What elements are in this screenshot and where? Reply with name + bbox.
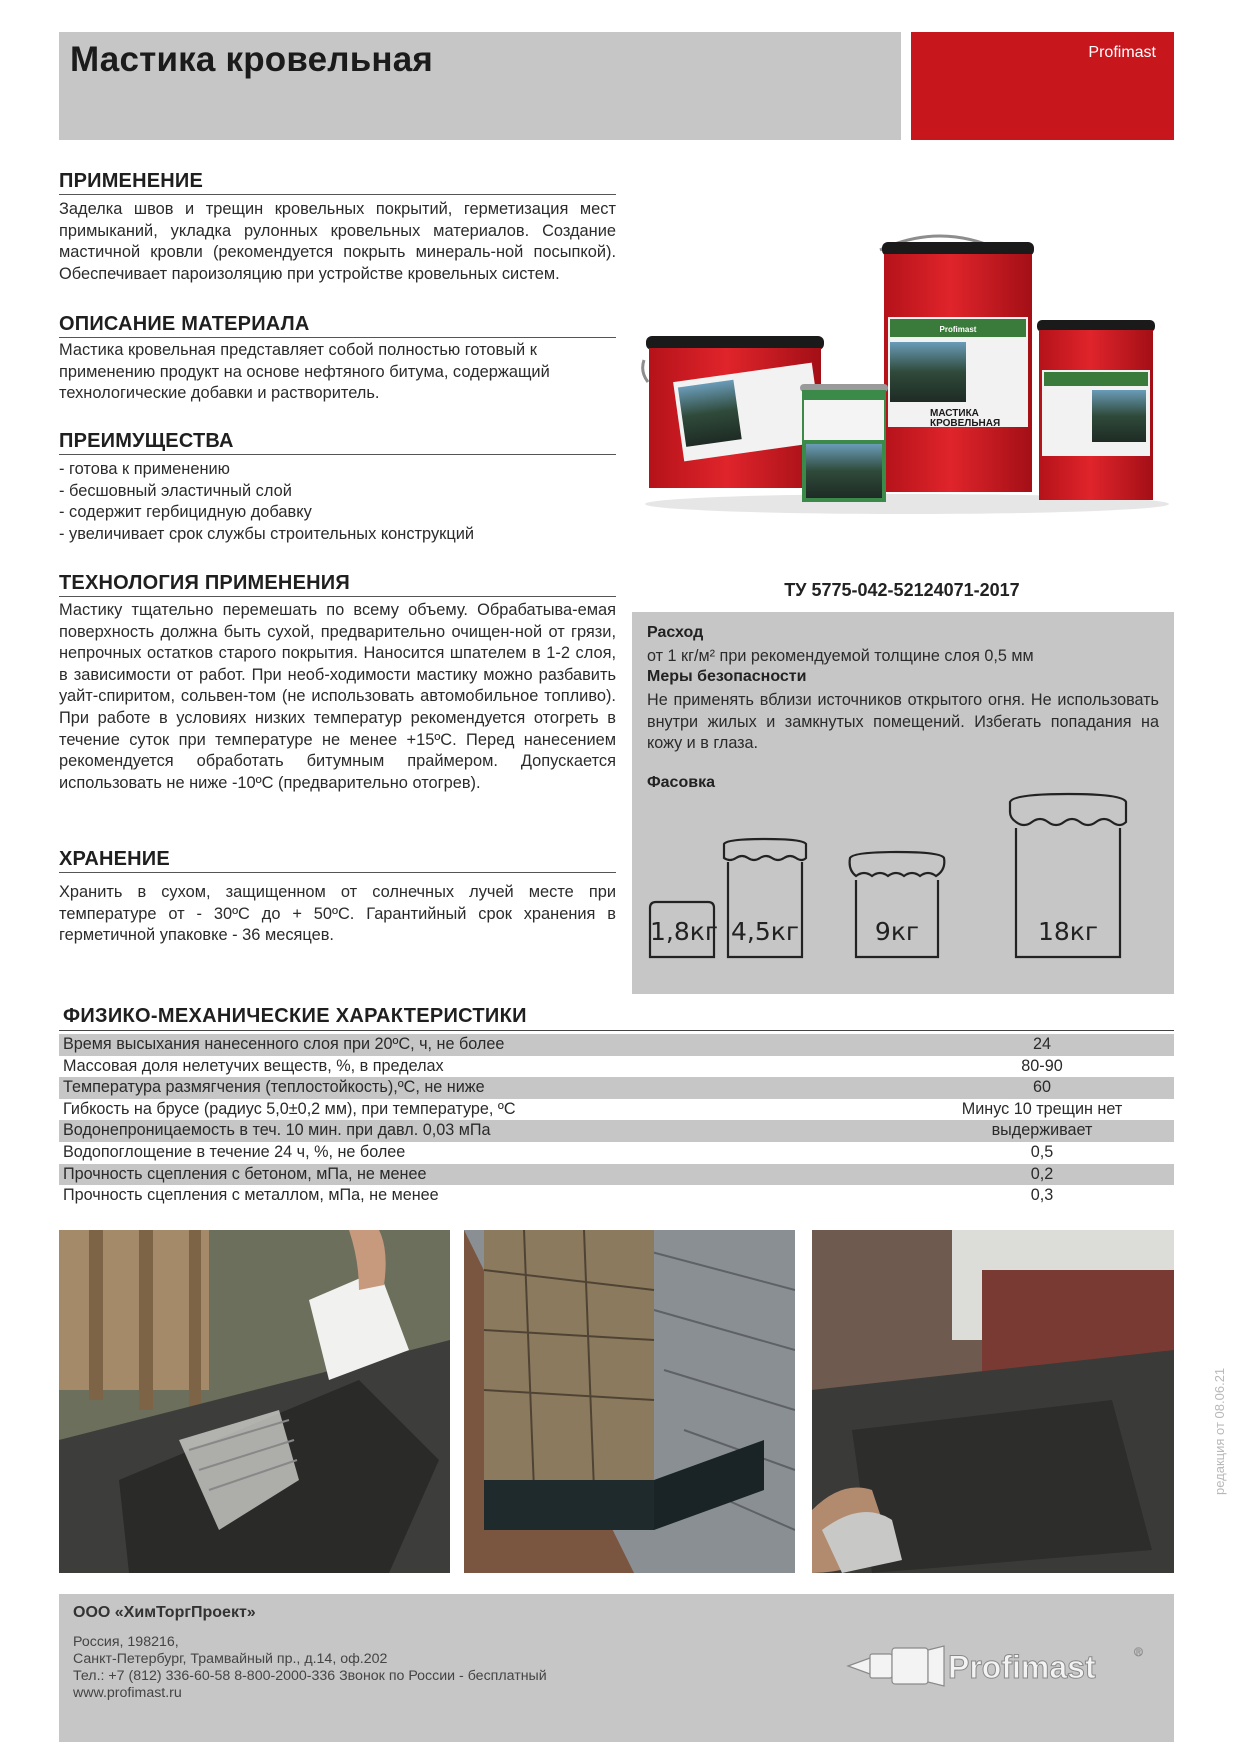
tu-code: ТУ 5775-042-52124071-2017 (784, 580, 1020, 600)
technology-heading: ТЕХНОЛОГИЯ ПРИМЕНЕНИЯ (59, 572, 616, 597)
safety-label: Меры безопасности (647, 668, 807, 685)
technology-text: Мастику тщательно перемешать по всему объему. Обрабатыва-емая поверхность должна быть сухой, предварительно очищен-ной от грязи, непрочных остатков старого покрытия. Наносится шпателем в 1-2 слоя, в зависимости от работ. При необ-ходимости мастику можно разбавить уайт-спиритом, сольвен-том (не использовать автомобильное топливо). При работе в условиях низких температур рекомендуется отогреть в течение суток при температуре не менее +15ºС. Перед нанесением рекомендуется обработать битумным праймером. Допускается использовать не ниже -10ºС (предварительно отогрев). (59, 601, 616, 792)
brand-band (911, 32, 1174, 140)
pack-label-2: 4,5кг (731, 917, 799, 946)
table-row: Время высыхания нанесенного слоя при 20ºС, ч, не более 24 (59, 1034, 1174, 1056)
phone-line: Тел.: +7 (812) 336-60-58 8-800-2000-336 Звонок по России - бесплатный (73, 1668, 547, 1684)
brush-icon (848, 1646, 944, 1686)
storage-text: Хранить в сухом, защищенном от солнечных лучей месте при температуре от - 30ºС до + 50ºС. Гарантийный срок хранения в герметичной упаковке - 36 месяцев. (59, 883, 616, 945)
table-rule (59, 1030, 1174, 1031)
pack-label-1: 1,8кг (650, 917, 718, 946)
advantages-heading: ПРЕИМУЩЕСТВА (59, 430, 616, 455)
storage-heading: ХРАНЕНИЕ (59, 848, 616, 873)
edition-note: редакция от 08.06.21 (1212, 1367, 1227, 1495)
application-text: Заделка швов и трещин кровельных покрытий, герметизация мест примыканий, укладка рулонных кровельных материалов. Создание мастичной кровли (рекомендуется покрыть минераль-ной посыпкой). Обеспечивает пароизоляцию при устройстве кровельных систем. (59, 200, 616, 283)
company-name: ООО «ХимТоргПроект» (73, 1604, 256, 1621)
brand-name: Profimast (1088, 44, 1156, 61)
list-item: - увеличивает срок службы строительных конструкций (59, 524, 475, 543)
footer-logo (846, 1638, 1152, 1694)
logo-text: Profimast (948, 1649, 1096, 1685)
website-link[interactable]: www.profimast.ru (73, 1685, 182, 1701)
description-text: Мастика кровельная представляет собой полностью готовый к применению продукт на основе нефтяного битума, содержащий технологические добавки и растворитель. (59, 341, 550, 403)
list-item: - готова к применению (59, 460, 230, 478)
table-row: Водонепроницаемость в теч. 10 мин. при давл. 0,03 мПа выдерживает (59, 1120, 1174, 1142)
address-line-2: Санкт-Петербург, Трамвайный пр., д.14, оф.202 (73, 1651, 388, 1667)
consumption-label: Расход (647, 624, 704, 641)
table-row: Прочность сцепления с бетоном, мПа, не менее 0,2 (59, 1164, 1174, 1186)
pack-label-3: 9кг (874, 917, 920, 946)
packaging-label: Фасовка (647, 774, 715, 791)
page-title: Мастика кровельная (70, 40, 434, 79)
list-item: - содержит гербицидную добавку (59, 503, 312, 522)
application-photo-gloves (812, 1230, 1174, 1573)
label-name-1: МАСТИКА (930, 408, 979, 419)
application-photo-spatula (59, 1230, 450, 1573)
table-row: Гибкость на брусе (радиус 5,0±0,2 мм), при температуре, ºС Минус 10 трещин нет (63, 1099, 1123, 1118)
pack-label-4: 18кг (1037, 917, 1099, 946)
registered-mark: ® (1134, 1645, 1143, 1659)
table-title: ФИЗИКО-МЕХАНИЧЕСКИЕ ХАРАКТЕРИСТИКИ (63, 1005, 527, 1027)
application-photo-chimney (464, 1230, 795, 1573)
table-row: Прочность сцепления с металлом, мПа, не менее 0,3 (63, 1186, 1054, 1205)
label-brand: Profimast (939, 325, 977, 334)
safety-text: Не применять вблизи источников открытого огня. Не использовать внутри жилых и замкнутых помещений. Избегать попадания на кожу и в глаза. (647, 691, 1159, 753)
consumption-text: от 1 кг/м² при рекомендуемой толщине слоя 0,5 мм (647, 647, 1034, 665)
footer (59, 1594, 1174, 1742)
description-heading: ОПИСАНИЕ МАТЕРИАЛА (59, 313, 616, 338)
list-item: - бесшовный эластичный слой (59, 481, 292, 500)
table-row: Температура размягчения (теплостойкость),ºС, не ниже 60 (59, 1077, 1174, 1099)
product-photo (640, 222, 1175, 520)
label-name-2: КРОВЕЛЬНАЯ (930, 418, 1001, 429)
advantages-list (59, 459, 616, 545)
address-line-1: Россия, 198216, (73, 1634, 179, 1650)
properties-table (59, 1034, 1174, 1207)
table-row: Водопоглощение в течение 24 ч, %, не более 0,5 (63, 1142, 1054, 1161)
application-heading: ПРИМЕНЕНИЕ (59, 170, 616, 195)
info-box (632, 612, 1174, 994)
table-row: Массовая доля нелетучих веществ, %, в пределах 80-90 (63, 1056, 1063, 1075)
